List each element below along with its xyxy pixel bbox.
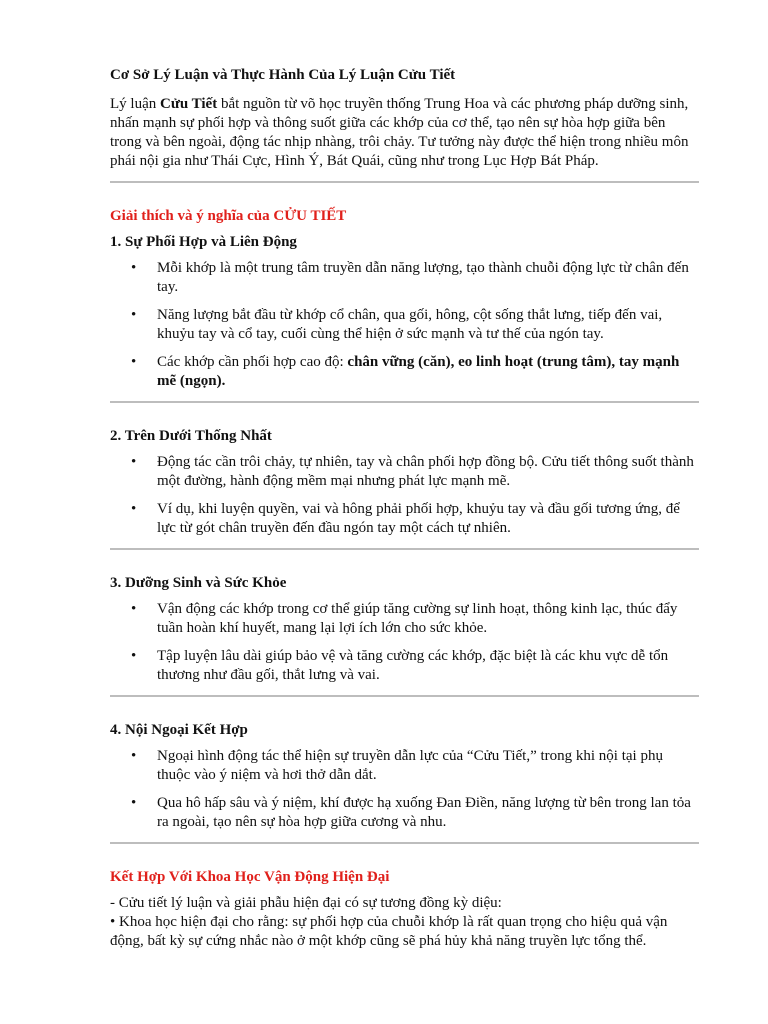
section-heading: 3. Dưỡng Sinh và Sức Khỏe	[110, 575, 287, 591]
list-item: • Ví dụ, khi luyện quyền, vai và hông phải phối hợp, khuỷu tay và đầu gối tương ứng, để lực từ gót chân truyền đến đầu ngón tay một cách tự nhiên.	[110, 500, 694, 538]
list-item: • Năng lượng bắt đầu từ khớp cổ chân, qua gối, hông, cột sống thắt lưng, tiếp đến vai, khuỷu tay và cổ tay, cuối cùng thể hiện ở sức mạnh và tư thế của ngón tay.	[110, 306, 694, 344]
explain-heading: Giải thích và ý nghĩa của CỬU TIẾT	[110, 208, 347, 224]
list-item: • Qua hô hấp sâu và ý niệm, khí được hạ xuống Đan Điền, năng lượng từ bên trong lan tỏa ra ngoài, tạo nên sự hòa hợp giữa cương và nhu.	[110, 794, 694, 832]
section-heading: 1. Sự Phối Hợp và Liên Động	[110, 234, 297, 250]
divider	[110, 401, 699, 403]
science-line: • Khoa học hiện đại cho rằng: sự phối hợp của chuỗi khớp là rất quan trọng cho hiệu quả vận động, bất kỳ sự cứng nhắc nào ở một khớp cũng sẽ phá hủy khả năng truyền lực tổng thể.	[110, 914, 668, 949]
intro-text-after: bắt nguồn từ võ học truyền thống Trung Hoa và các phương pháp dưỡng sinh, nhấn mạnh sự phối hợp và thông suốt giữa các khớp của cơ thể, tạo nên sự hòa hợp giữa bên trong và bên ngoài, động tác nhịp nhàng, trôi chảy. Tư tưởng này được thể hiện trong nhiều môn phái nội gia như Thái Cực, Hình Ý, Bát Quái, cũng như trong Lục Hợp Bát Pháp.	[110, 96, 689, 169]
science-heading: Kết Hợp Với Khoa Học Vận Động Hiện Đại	[110, 869, 390, 885]
list-item: • Tập luyện lâu dài giúp bảo vệ và tăng cường các khớp, đặc biệt là các khu vực dễ tổn thương như đầu gối, thắt lưng và vai.	[110, 647, 694, 685]
list-item-text: Các khớp cần phối hợp cao độ:	[157, 354, 348, 370]
list-item	[110, 353, 694, 391]
bullet-list	[110, 747, 694, 832]
intro-paragraph	[110, 95, 694, 171]
list-item: • Mỗi khớp là một trung tâm truyền dẫn năng lượng, tạo thành chuỗi động lực từ chân đến tay.	[110, 259, 694, 297]
list-item-bold-text: chân vững (căn), eo linh hoạt (trung tâm), tay mạnh mẽ (ngọn).	[157, 354, 680, 389]
divider	[110, 181, 699, 183]
document-title: Cơ Sở Lý Luận và Thực Hành Của Lý Luận Cửu Tiết	[110, 67, 456, 83]
science-line: - Cửu tiết lý luận và giải phẫu hiện đại có sự tương đồng kỳ diệu:	[110, 895, 502, 911]
bullet-list	[110, 600, 694, 685]
section-heading: 2. Trên Dưới Thống Nhất	[110, 428, 272, 444]
divider	[110, 695, 699, 697]
bullet-list	[110, 259, 694, 391]
list-item: • Vận động các khớp trong cơ thể giúp tăng cường sự linh hoạt, thông kinh lạc, thúc đẩy tuần hoàn khí huyết, mang lại lợi ích lớn cho sức khỏe.	[110, 600, 694, 638]
list-item: • Động tác cần trôi chảy, tự nhiên, tay và chân phối hợp đồng bộ. Cửu tiết thông suốt thành một đường, hành động mềm mại nhưng phát lực mạnh mẽ.	[110, 453, 694, 491]
intro-bold-term: Cửu Tiết	[160, 96, 218, 112]
list-item: • Ngoại hình động tác thể hiện sự truyền dẫn lực của “Cửu Tiết,” trong khi nội tại phụ thuộc vào ý niệm và hơi thở dẫn dắt.	[110, 747, 694, 785]
intro-text-before: Lý luận	[110, 96, 160, 112]
divider	[110, 548, 699, 550]
section-heading: 4. Nội Ngoại Kết Hợp	[110, 722, 248, 738]
bullet-list	[110, 453, 694, 538]
divider	[110, 842, 699, 844]
